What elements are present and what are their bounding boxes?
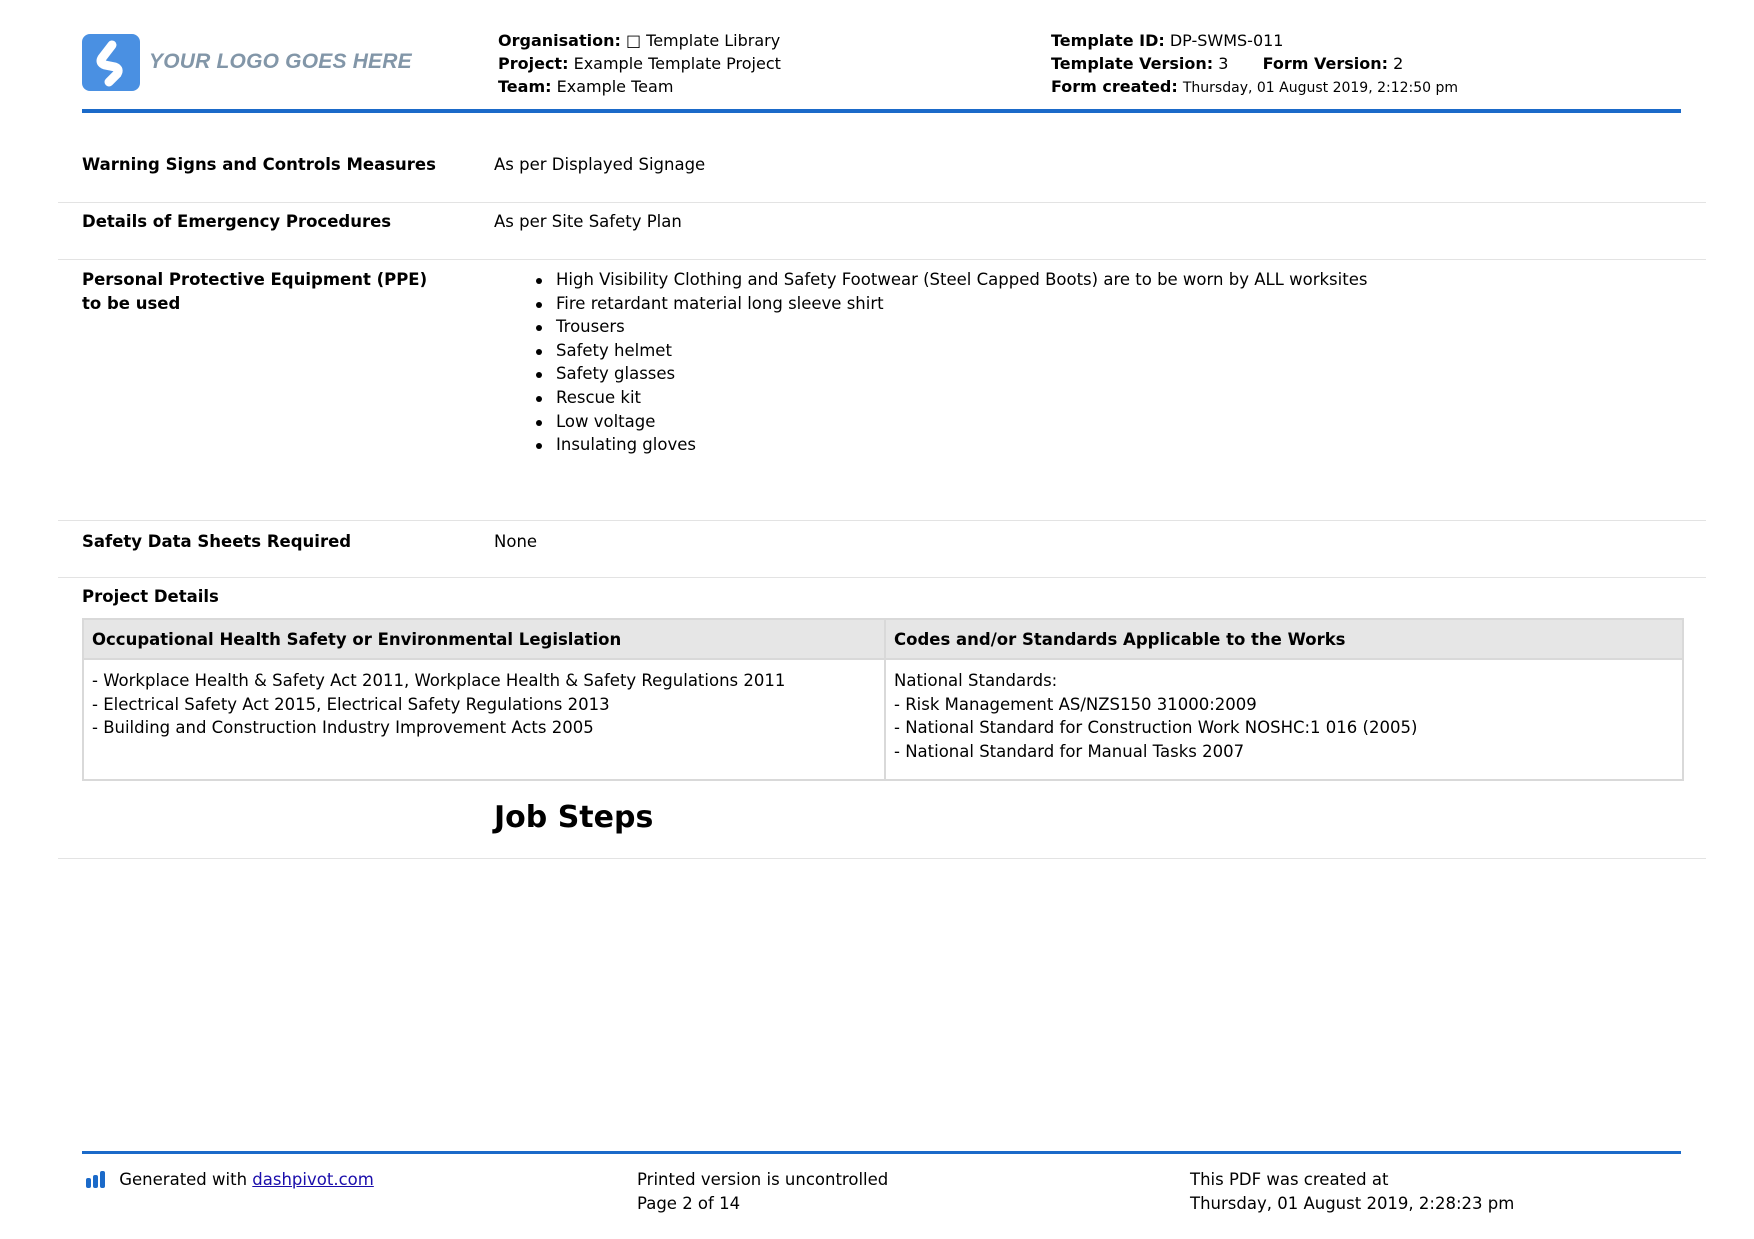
legislation-line: - Workplace Health & Safety Act 2011, Workplace Health & Safety Regulations 2011: [92, 671, 786, 690]
sds-value: None: [494, 532, 538, 551]
printed-notice: Printed version is uncontrolled: [637, 1170, 889, 1189]
list-item: Safety helmet: [536, 339, 1367, 363]
logo-text: YOUR LOGO GOES HERE: [149, 50, 412, 73]
legislation-header: Occupational Health Safety or Environmental Legislation: [83, 619, 885, 659]
standards-header: Codes and/or Standards Applicable to the Works: [885, 619, 1683, 659]
template-id-label: Template ID:: [1051, 31, 1165, 50]
form-created-value: Thursday, 01 August 2019, 2:12:50 pm: [1182, 80, 1459, 96]
standards-line: National Standards:: [894, 671, 1058, 690]
emergency-procedures-label: Details of Emergency Procedures: [82, 212, 392, 231]
project-details-title: Project Details: [82, 587, 219, 606]
organisation-value: □ Template Library: [625, 31, 781, 50]
list-item: High Visibility Clothing and Safety Footwear (Steel Capped Boots) are to be worn by ALL worksites: [536, 268, 1367, 292]
page-info: Page 2 of 14: [637, 1194, 741, 1213]
organisation-label: Organisation:: [498, 31, 621, 50]
job-steps-heading: Job Steps: [494, 800, 654, 835]
form-version-label: Form Version:: [1262, 54, 1389, 73]
list-item: Low voltage: [536, 410, 1367, 434]
standards-line: - National Standard for Construction Work NOSHC:1 016 (2005): [894, 718, 1418, 738]
footer-print-info: [637, 1168, 888, 1216]
warning-signs-label: Warning Signs and Controls Measures: [82, 155, 436, 174]
legislation-line: - Electrical Safety Act 2015, Electrical Safety Regulations 2013: [92, 694, 610, 714]
table-header-row: [83, 619, 1683, 659]
logo-icon: [82, 34, 140, 91]
ppe-list-container: [474, 268, 1367, 457]
organisation-line: [498, 29, 781, 52]
footer-generated: [86, 1168, 374, 1195]
dashpivot-icon: [86, 1170, 110, 1195]
list-item: Fire retardant material long sleeve shirt: [536, 292, 1367, 316]
pdf-created-label: This PDF was created at: [1190, 1170, 1389, 1189]
form-version-value: 2: [1393, 54, 1404, 73]
header-template-info: [1051, 29, 1458, 100]
warning-signs-value: As per Displayed Signage: [494, 155, 706, 174]
generated-prefix: Generated with: [119, 1170, 248, 1189]
sds-label: Safety Data Sheets Required: [82, 532, 352, 551]
footer-divider: [82, 1151, 1681, 1154]
header-project-info: [498, 29, 781, 98]
row-divider: [58, 520, 1706, 521]
template-id-value: DP-SWMS-011: [1169, 31, 1284, 50]
row-divider: [58, 259, 1706, 260]
dashpivot-link[interactable]: dashpivot.com: [252, 1170, 374, 1189]
row-divider: [58, 202, 1706, 203]
legislation-cell: [83, 659, 885, 780]
standards-line: - National Standard for Manual Tasks 2007: [894, 741, 1245, 761]
project-label: Project:: [498, 54, 569, 73]
team-label: Team:: [498, 77, 552, 96]
team-line: [498, 75, 781, 98]
project-line: [498, 52, 781, 75]
team-value: Example Team: [556, 77, 674, 96]
template-id-line: [1051, 29, 1458, 52]
table-row: [83, 659, 1683, 780]
emergency-procedures-value: As per Site Safety Plan: [494, 212, 682, 231]
list-item: Safety glasses: [536, 362, 1367, 386]
pdf-created-value: Thursday, 01 August 2019, 2:28:23 pm: [1190, 1194, 1515, 1213]
footer-pdf-info: [1190, 1168, 1514, 1216]
list-item: Rescue kit: [536, 386, 1367, 410]
row-divider: [58, 577, 1706, 578]
standards-line: - Risk Management AS/NZS150 31000:2009: [894, 694, 1257, 714]
form-created-line: [1051, 75, 1458, 100]
legislation-line: - Building and Construction Industry Improvement Acts 2005: [92, 718, 594, 738]
ppe-list: [474, 268, 1367, 457]
list-item: Trousers: [536, 315, 1367, 339]
row-divider: [58, 858, 1706, 859]
list-item: Insulating gloves: [536, 433, 1367, 457]
project-details-table: [82, 618, 1684, 781]
template-version-value: 3: [1218, 54, 1229, 73]
form-created-label: Form created:: [1051, 77, 1178, 96]
ppe-label: Personal Protective Equipment (PPE) to be used: [82, 270, 428, 313]
project-value: Example Template Project: [573, 54, 781, 73]
standards-cell: [885, 659, 1683, 780]
version-line: [1051, 52, 1458, 75]
header-divider: [82, 109, 1681, 113]
template-version-label: Template Version:: [1051, 54, 1214, 73]
